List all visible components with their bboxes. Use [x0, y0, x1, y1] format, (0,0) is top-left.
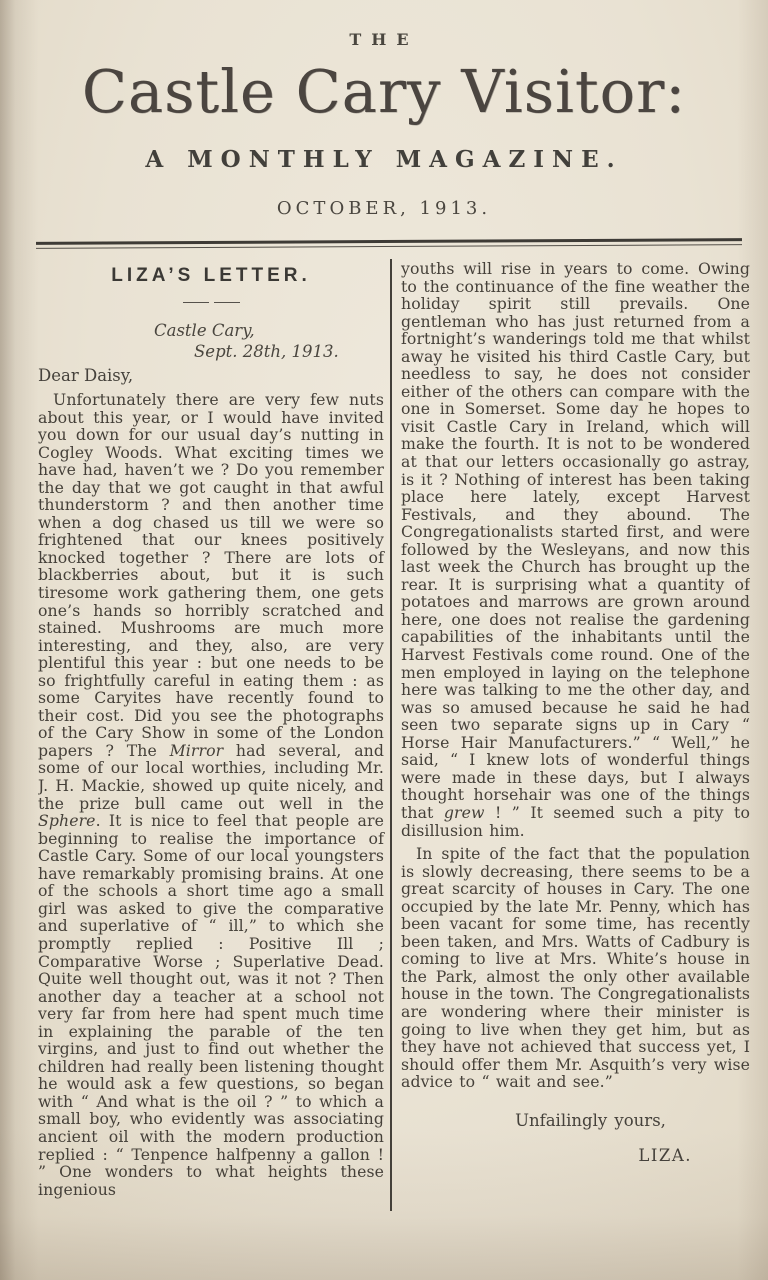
masthead-double-rule — [36, 238, 742, 249]
letter-paragraph: In spite of the fact that the population is slowly decreasing, there seems to be a great scarcity of houses in Cary. The one occupied by the late Mr. Penny, which has been vacant for some time, has recently been taken, and Mrs. Watts of Cadbury is coming to live at Mrs. White’s house in the Park, almost the only other available house in the town. The Congregationalists are wondering where their minister is going to live when they get him, but as they have not achieved that success yet, I should offer them Mr. Asquith’s very wise advice to “ wait and see.” — [401, 844, 750, 1092]
heading-rule — [38, 302, 384, 303]
heading-rule-dash — [183, 302, 209, 303]
article-heading: LIZA’S LETTER. — [111, 265, 311, 286]
rule-thin — [36, 244, 742, 249]
masthead-overline: THE — [349, 30, 419, 49]
magazine-title: Castle Cary Visitor: — [81, 57, 687, 126]
letter-signature: LIZA. — [638, 1145, 692, 1165]
dateline-date: Sept. 28th, 1913. — [194, 342, 339, 361]
letter-paragraph-continued: youths will rise in years to come. Owing to the continuance of the fine weather the holiday spirit still prevails. One gentleman who has just returned from a fortnight’s wanderings told me that whilst away he visited his third Castle Cary, but needless to say, he does not consider either of the others can compare with the one in Somerset. Some day he hopes to visit Castle Cary in Ireland, which will make the fourth. It is not to be wondered at that our letters occasionally go astray, is it ? Nothing of interest has been taking place here lately, except Harvest Festivals, and they abound. The Congregationalists started first, and were followed by the Wesleyans, and now this last week the Church has brought up the rear. It is surprising what a quantity of potatoes and marrows are grown around here, one does not realise the gardening capabilities of the inhabitants until the Harvest Festivals come round. One of the men employed in laying on the telephone here was talking to me the other day, and was so amused because he said he had seen two separate signs up in Cary “ Horse Hair Manufacturers.” “ Well,” he said, “ I knew lots of wonderful things were made in these days, but I always thought horsehair was one of the things that grew ! ” It seemed such a pity to disillusion him. — [401, 259, 750, 840]
issue-date: OCTOBER, 1913. — [276, 198, 492, 219]
salutation: Dear Daisy, — [38, 366, 134, 385]
left-column — [38, 257, 390, 1223]
letter-paragraph: Unfortunately there are very few nuts about this year, or I would have invited you down for our usual day’s nutting in Cogley Woods. What exciting times we have had, haven’t we ? Do you remember the day that we got caught in that awful thunderstorm ? and then another time when a dog chased us till we were so frightened that our knees positively knocked together ? There are lots of blackberries about, but it is such tiresome work gathering them, one gets one’s hands so horribly scratched and stained. Mushrooms are much more interesting, and they, also, are very plentiful this year : but one needs to be so frightfully careful in eating them : as some Caryites have recently found to their cost. Did you see the photographs of the Cary Show in some of the London papers ? The Mirror had several, and some of our local worthies, including Mr. J. H. Mackie, showed up quite nicely, and the prize bull came out well in the Sphere. It is nice to feel that people are beginning to realise the importance of Castle Cary. Some of our local youngsters have remarkably promising brains. At one of the schools a short time ago a small girl was asked to give the comparative and superlative of “ ill,” to which she promptly replied : Positive Ill ; Comparative Worse ; Superlative Dead. Quite well thought out, was it not ? Then another day a teacher at a school not very far from here had spent much time in explaining the parable of the ten virgins, and just to find out whether the children had really been listening thought he would ask a few questions, so began with “ And what is the oil ? ” to which a small boy, who evidently was associating ancient oil with the modern production replied : “ Tenpence halfpenny a gallon ! ” One wonders to what heights these ingenious — [38, 390, 384, 1199]
dateline — [38, 321, 384, 361]
magazine-subtitle: A MONTHLY MAGAZINE. — [145, 146, 623, 173]
article-body — [38, 257, 750, 1223]
right-column — [392, 257, 750, 1223]
masthead — [0, 0, 768, 219]
heading-rule-dash — [214, 302, 240, 303]
dateline-place: Castle Cary, — [154, 321, 255, 340]
letter-closing: Unfailingly yours, — [515, 1110, 666, 1130]
